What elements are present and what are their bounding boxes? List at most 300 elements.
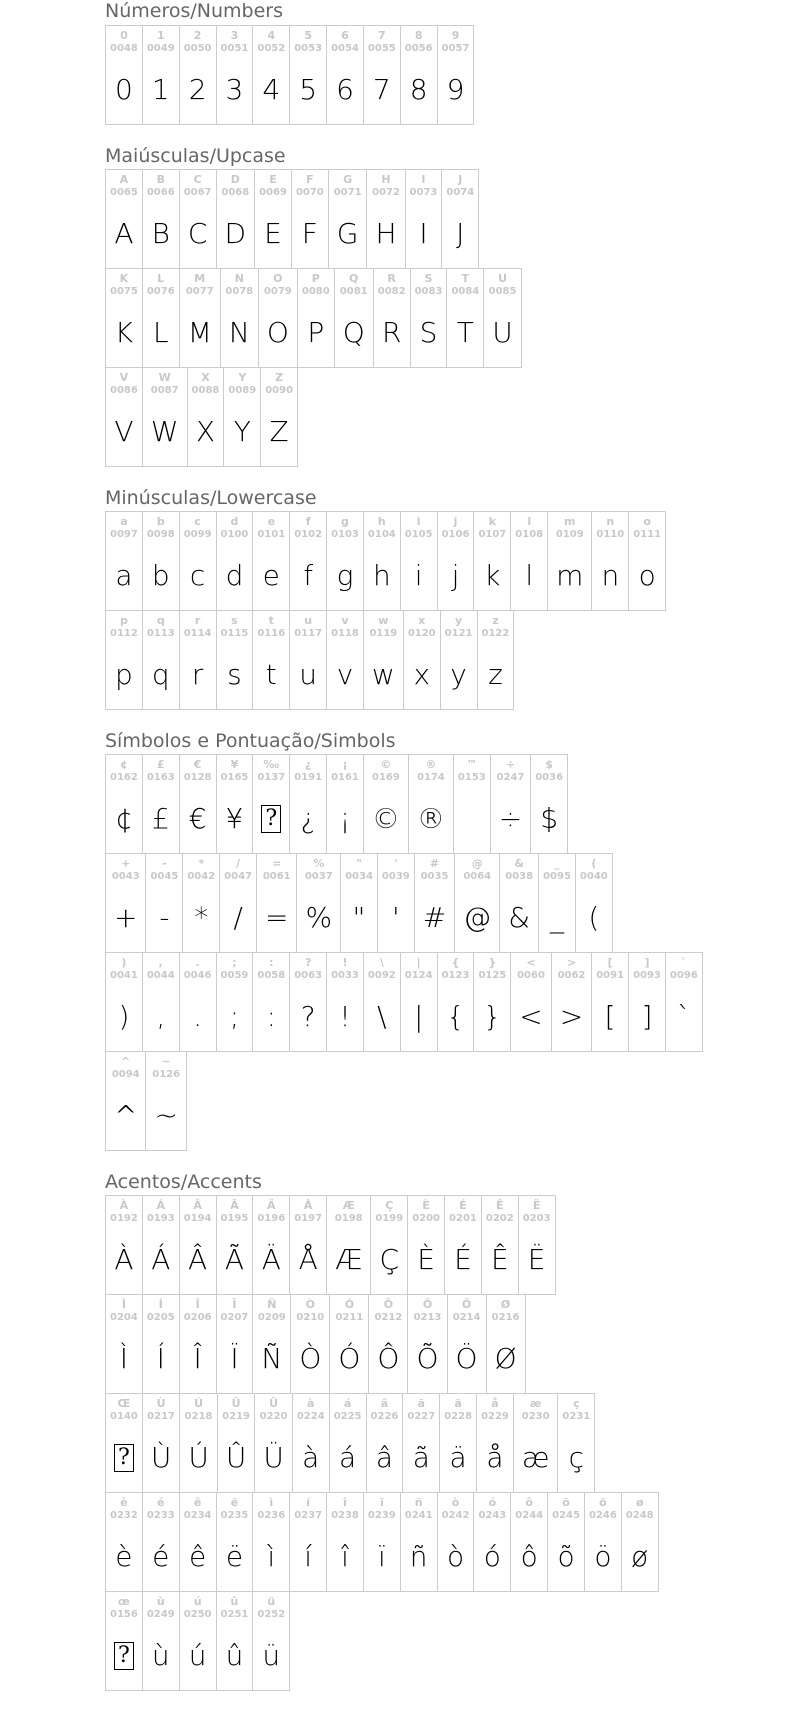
glyph-cell xyxy=(252,1195,290,1295)
glyph-preview: á xyxy=(339,1441,357,1474)
section-4 xyxy=(105,1171,702,1691)
char-label: V xyxy=(119,371,129,384)
glyph-preview: W xyxy=(150,415,179,448)
glyph-row xyxy=(105,511,665,611)
glyph-cell xyxy=(363,1492,401,1592)
glyph-cell xyxy=(373,268,411,368)
char-label: 4 xyxy=(267,29,276,42)
char-label: = xyxy=(272,857,282,870)
char-label: © xyxy=(380,758,392,771)
glyph-cell xyxy=(254,1393,293,1493)
glyph-cell xyxy=(446,268,484,368)
glyph-cell xyxy=(328,169,368,269)
char-code: 0207 xyxy=(220,1312,249,1323)
char-code: 0191 xyxy=(294,772,323,783)
char-code: 0045 xyxy=(150,871,179,882)
char-label: / xyxy=(236,857,241,870)
char-code: 0114 xyxy=(183,628,212,639)
glyph-cell xyxy=(628,511,666,611)
char-code: 0209 xyxy=(257,1312,286,1323)
glyph-preview: Ä xyxy=(261,1243,281,1276)
char-code: 0035 xyxy=(420,871,449,882)
glyph-preview: ¡ xyxy=(339,802,351,835)
char-code: 0068 xyxy=(221,187,250,198)
glyph-cell xyxy=(179,25,217,125)
glyph-cell xyxy=(440,610,478,710)
glyph-preview: Æ xyxy=(335,1243,363,1276)
glyph-preview: ü xyxy=(262,1639,281,1672)
char-label: ] xyxy=(644,956,650,969)
glyph-cell xyxy=(179,952,217,1052)
char-code: 0089 xyxy=(228,385,257,396)
glyph-cell xyxy=(142,367,188,467)
glyph-cell xyxy=(584,1492,622,1592)
char-code: 0065 xyxy=(110,187,138,198)
section-0 xyxy=(105,0,702,125)
glyph-cell xyxy=(621,1492,659,1592)
char-label: â xyxy=(380,1397,389,1410)
char-label: o xyxy=(643,515,651,528)
char-label: Å xyxy=(303,1199,313,1212)
char-code: 0059 xyxy=(220,970,249,981)
glyph-preview: K xyxy=(114,316,134,349)
char-code: 0040 xyxy=(579,871,608,882)
glyph-cell xyxy=(407,1195,445,1295)
char-code: 0213 xyxy=(413,1312,442,1323)
char-label: 2 xyxy=(193,29,202,42)
glyph-preview: õ xyxy=(557,1540,575,1573)
char-code: 0107 xyxy=(478,529,507,540)
char-label: û xyxy=(230,1595,239,1608)
glyph-preview xyxy=(110,1621,138,1690)
char-code: 0238 xyxy=(331,1510,359,1521)
glyph-cell xyxy=(326,25,364,125)
char-label: 6 xyxy=(341,29,349,42)
glyph-preview: 2 xyxy=(188,73,207,106)
glyph-preview: T xyxy=(456,316,474,349)
char-label: ô xyxy=(525,1496,533,1509)
char-code: 0124 xyxy=(404,970,433,981)
char-label: Ò xyxy=(305,1298,316,1311)
char-label: C xyxy=(193,173,202,186)
char-label: ! xyxy=(342,956,348,969)
glyph-cell xyxy=(258,268,298,368)
glyph-preview: * xyxy=(194,901,209,934)
glyph-cell xyxy=(547,511,592,611)
char-code: 0228 xyxy=(444,1411,473,1422)
glyph-cell xyxy=(105,25,143,125)
char-label: Ê xyxy=(496,1199,504,1212)
char-code: 0198 xyxy=(334,1213,363,1224)
char-code: 0049 xyxy=(146,43,175,54)
glyph-preview: M xyxy=(187,316,212,349)
glyph-cell xyxy=(179,754,217,854)
char-code: 0113 xyxy=(146,628,175,639)
char-label: } xyxy=(488,956,497,969)
char-code: 0037 xyxy=(304,871,333,882)
glyph-preview: ¢ xyxy=(115,802,133,835)
glyph-cell xyxy=(518,1195,556,1295)
char-label: É xyxy=(459,1199,467,1212)
glyph-cell xyxy=(223,367,261,467)
char-label: ‰ xyxy=(263,758,280,771)
glyph-preview: Ö xyxy=(455,1342,478,1375)
glyph-preview: â xyxy=(375,1441,394,1474)
char-label: S xyxy=(424,272,433,285)
glyph-preview: B xyxy=(151,217,170,250)
char-code: 0128 xyxy=(183,772,212,783)
glyph-cell xyxy=(363,754,409,854)
char-code: 0079 xyxy=(263,286,292,297)
glyph-preview: ` xyxy=(676,1000,691,1033)
glyph-cell xyxy=(408,754,454,854)
glyph-cell xyxy=(290,1294,330,1394)
char-code: 0091 xyxy=(596,970,625,981)
char-label: Q xyxy=(349,272,359,285)
char-label: ñ xyxy=(414,1496,423,1509)
glyph-grid xyxy=(105,1195,658,1691)
char-code: 0051 xyxy=(220,43,249,54)
glyph-preview: ã xyxy=(412,1441,430,1474)
glyph-preview: ] xyxy=(641,1000,653,1033)
char-code: 0036 xyxy=(535,772,564,783)
glyph-preview: å xyxy=(486,1441,504,1474)
glyph-cell xyxy=(453,754,491,854)
glyph-cell xyxy=(400,25,438,125)
char-code: 0195 xyxy=(220,1213,249,1224)
glyph-cell xyxy=(216,1591,254,1691)
char-code: 0216 xyxy=(491,1312,520,1323)
glyph-cell xyxy=(105,1492,143,1592)
char-label: | xyxy=(416,956,421,969)
char-label: s xyxy=(231,614,238,627)
char-code: 0083 xyxy=(414,286,443,297)
glyph-preview: Ê xyxy=(490,1243,509,1276)
char-code: 0041 xyxy=(110,970,138,981)
section-2 xyxy=(105,487,702,710)
char-code: 0247 xyxy=(496,772,525,783)
char-label: f xyxy=(305,515,311,528)
char-label: : xyxy=(269,956,274,969)
char-code: 0061 xyxy=(262,871,291,882)
glyph-cell xyxy=(179,169,217,269)
glyph-cell xyxy=(252,1294,291,1394)
glyph-cell xyxy=(326,511,364,611)
char-code: 0224 xyxy=(296,1411,325,1422)
glyph-preview: Á xyxy=(151,1243,171,1276)
glyph-cell xyxy=(142,610,180,710)
glyph-cell xyxy=(405,169,443,269)
glyph-preview: G xyxy=(336,217,359,250)
char-code: 0086 xyxy=(110,385,138,396)
glyph-preview: [ xyxy=(604,1000,616,1033)
char-code: 0077 xyxy=(185,286,214,297)
glyph-preview: z xyxy=(488,658,503,691)
glyph-preview: ® xyxy=(416,802,445,835)
char-code: 0106 xyxy=(441,529,470,540)
char-label: Z xyxy=(275,371,284,384)
char-label: " xyxy=(356,857,362,870)
glyph-row xyxy=(105,754,702,854)
glyph-preview: è xyxy=(115,1540,133,1573)
char-code: 0239 xyxy=(367,1510,396,1521)
char-label: & xyxy=(514,857,524,870)
glyph-preview: g xyxy=(336,559,354,592)
glyph-cell xyxy=(441,169,479,269)
char-label: A xyxy=(119,173,129,186)
glyph-cell xyxy=(145,1051,186,1151)
glyph-preview: 7 xyxy=(372,73,391,106)
glyph-preview: î xyxy=(341,1540,349,1573)
char-code: 0081 xyxy=(339,286,368,297)
char-code: 0070 xyxy=(295,187,324,198)
glyph-cell xyxy=(334,268,374,368)
char-label: # xyxy=(429,857,440,870)
glyph-cell xyxy=(254,169,292,269)
glyph-cell xyxy=(142,1393,181,1493)
glyph-preview: ï xyxy=(377,1540,386,1573)
glyph-preview: Ë xyxy=(527,1243,546,1276)
char-code: 0235 xyxy=(220,1510,249,1521)
char-label: 0 xyxy=(120,29,128,42)
glyph-cell xyxy=(142,952,180,1052)
glyph-preview: í xyxy=(304,1540,313,1573)
char-code: 0252 xyxy=(257,1609,286,1620)
glyph-cell xyxy=(105,853,146,953)
char-code: 0119 xyxy=(369,628,398,639)
char-code: 0248 xyxy=(625,1510,654,1521)
glyph-cell xyxy=(407,1294,447,1394)
char-code: 0249 xyxy=(146,1609,175,1620)
glyph-preview: / xyxy=(233,901,243,934)
glyph-preview xyxy=(110,1423,138,1492)
char-code: 0044 xyxy=(146,970,175,981)
glyph-cell xyxy=(477,610,515,710)
glyph-preview: p xyxy=(115,658,133,691)
char-code: 0092 xyxy=(367,970,396,981)
glyph-preview: E xyxy=(264,217,282,250)
char-label: d xyxy=(230,515,239,528)
char-code: 0101 xyxy=(257,529,286,540)
char-label: m xyxy=(564,515,576,528)
glyph-preview: n xyxy=(601,559,620,592)
char-code: 0140 xyxy=(110,1411,138,1422)
char-label: < xyxy=(526,956,536,969)
glyph-preview: ç xyxy=(568,1441,585,1474)
char-code: 0220 xyxy=(259,1411,288,1422)
glyph-cell xyxy=(216,25,254,125)
glyph-preview: ? xyxy=(300,1000,316,1033)
glyph-preview: @ xyxy=(463,901,492,934)
glyph-cell xyxy=(105,1195,143,1295)
glyph-cell xyxy=(530,754,568,854)
char-code: 0227 xyxy=(407,1411,436,1422)
char-label: ? xyxy=(304,956,312,969)
glyph-grid xyxy=(105,169,521,467)
char-label: Ñ xyxy=(267,1298,277,1311)
char-label: Y xyxy=(238,371,247,384)
glyph-preview: + xyxy=(114,901,138,934)
char-code: 0064 xyxy=(463,871,492,882)
char-label: ü xyxy=(267,1595,276,1608)
char-label: z xyxy=(492,614,499,627)
char-code: 0066 xyxy=(146,187,175,198)
char-label: 5 xyxy=(304,29,312,42)
char-label: Ì xyxy=(121,1298,126,1311)
char-label: D xyxy=(230,173,240,186)
glyph-preview: Ç xyxy=(379,1243,400,1276)
glyph-cell xyxy=(329,1294,369,1394)
glyph-preview: 0 xyxy=(115,73,133,106)
char-label: ù xyxy=(156,1595,165,1608)
glyph-cell xyxy=(297,268,335,368)
char-code: 0100 xyxy=(220,529,249,540)
glyph-cell xyxy=(256,853,297,953)
glyph-cell xyxy=(260,367,298,467)
char-code: 0201 xyxy=(449,1213,477,1224)
char-code: 0098 xyxy=(146,529,175,540)
char-label: , xyxy=(158,956,163,969)
char-label: ä xyxy=(454,1397,462,1410)
glyph-cell xyxy=(252,952,290,1052)
char-label: X xyxy=(201,371,210,384)
glyph-cell xyxy=(326,754,364,854)
glyph-cell xyxy=(179,1393,218,1493)
glyph-preview: q xyxy=(151,658,170,691)
char-code: 0090 xyxy=(265,385,294,396)
glyph-preview: \ xyxy=(377,1000,387,1033)
glyph-preview: % xyxy=(305,901,333,934)
glyph-preview: H xyxy=(375,217,397,250)
char-label: L xyxy=(157,272,165,285)
glyph-cell xyxy=(483,268,522,368)
char-code: 0067 xyxy=(183,187,212,198)
glyph-preview: È xyxy=(417,1243,435,1276)
char-label: ò xyxy=(451,1496,460,1509)
char-code: 0214 xyxy=(452,1312,481,1323)
char-label: Æ xyxy=(342,1199,355,1212)
glyph-preview: 1 xyxy=(151,73,170,106)
glyph-preview: 5 xyxy=(299,73,318,106)
glyph-cell xyxy=(340,853,378,953)
glyph-cell xyxy=(179,1492,217,1592)
glyph-cell xyxy=(142,169,180,269)
char-label: œ xyxy=(117,1595,130,1608)
char-label: w xyxy=(378,614,389,627)
char-label: k xyxy=(488,515,497,528)
glyph-cell xyxy=(179,1591,217,1691)
char-code: 0053 xyxy=(294,43,323,54)
char-label: ¡ xyxy=(342,758,348,771)
glyph-preview: Ï xyxy=(230,1342,239,1375)
char-code: 0085 xyxy=(488,286,517,297)
char-code: 0225 xyxy=(333,1411,362,1422)
char-label: Ç xyxy=(385,1199,394,1212)
char-code: 0033 xyxy=(331,970,359,981)
glyph-preview: 4 xyxy=(262,73,281,106)
glyph-cell xyxy=(363,25,401,125)
glyph-preview: ' xyxy=(391,901,400,934)
char-code: 0095 xyxy=(543,871,571,882)
glyph-row xyxy=(105,611,665,710)
glyph-cell xyxy=(476,1393,514,1493)
section-heading: Maiúsculas/Upcase xyxy=(105,145,286,167)
char-code: 0218 xyxy=(184,1411,213,1422)
char-label: é xyxy=(157,1496,165,1509)
char-code: 0034 xyxy=(345,871,373,882)
char-label: Í xyxy=(158,1298,163,1311)
glyph-cell xyxy=(400,952,438,1052)
char-code: 0203 xyxy=(522,1213,551,1224)
char-code: 0229 xyxy=(481,1411,509,1422)
char-code: 0121 xyxy=(444,628,473,639)
glyph-cell xyxy=(296,853,341,953)
char-label: O xyxy=(273,272,283,285)
glyph-cell xyxy=(289,511,327,611)
glyph-preview: ^ xyxy=(114,1099,138,1132)
glyph-preview: 9 xyxy=(446,73,465,106)
glyph-preview: < xyxy=(519,1000,543,1033)
glyph-preview: ö xyxy=(594,1540,612,1573)
char-code: 0038 xyxy=(505,871,534,882)
char-label: È xyxy=(422,1199,430,1212)
glyph-preview: b xyxy=(151,559,170,592)
glyph-preview: N xyxy=(228,316,250,349)
glyph-preview: û xyxy=(225,1639,244,1672)
char-label: \ xyxy=(379,956,384,969)
glyph-cell xyxy=(105,754,143,854)
glyph-preview: o xyxy=(638,559,656,592)
char-code: 0111 xyxy=(633,529,662,540)
char-label: J xyxy=(458,173,463,186)
glyph-preview: ó xyxy=(483,1540,501,1573)
glyph-preview: y xyxy=(450,658,467,691)
glyph-cell xyxy=(105,952,143,1052)
glyph-preview: É xyxy=(454,1243,472,1276)
char-code: 0110 xyxy=(596,529,625,540)
char-label: K xyxy=(119,272,129,285)
glyph-preview: L xyxy=(152,316,169,349)
glyph-preview: Ó xyxy=(338,1342,361,1375)
char-code: 0242 xyxy=(441,1510,470,1521)
glyph-preview: S xyxy=(419,316,438,349)
char-code: 0245 xyxy=(552,1510,580,1521)
glyph-cell xyxy=(486,1294,526,1394)
char-label: t xyxy=(268,614,274,627)
glyph-cell xyxy=(105,1393,143,1493)
char-label: ® xyxy=(425,758,437,771)
char-code: 0233 xyxy=(146,1510,175,1521)
char-code: 0078 xyxy=(225,286,254,297)
char-label: e xyxy=(267,515,276,528)
glyph-cell xyxy=(473,1492,511,1592)
glyph-cell xyxy=(179,511,217,611)
char-label: % xyxy=(313,857,325,870)
glyph-cell xyxy=(510,1492,548,1592)
glyph-cell xyxy=(473,952,511,1052)
char-label: u xyxy=(304,614,313,627)
glyph-cell xyxy=(538,853,576,953)
char-label: b xyxy=(156,515,165,528)
glyph-preview: J xyxy=(456,217,465,250)
char-label: q xyxy=(156,614,165,627)
char-label: + xyxy=(121,857,131,870)
glyph-cell xyxy=(142,1195,180,1295)
glyph-cell xyxy=(437,952,475,1052)
glyph-cell xyxy=(142,1294,180,1394)
char-code: 0251 xyxy=(220,1609,249,1620)
char-code: 0050 xyxy=(183,43,212,54)
